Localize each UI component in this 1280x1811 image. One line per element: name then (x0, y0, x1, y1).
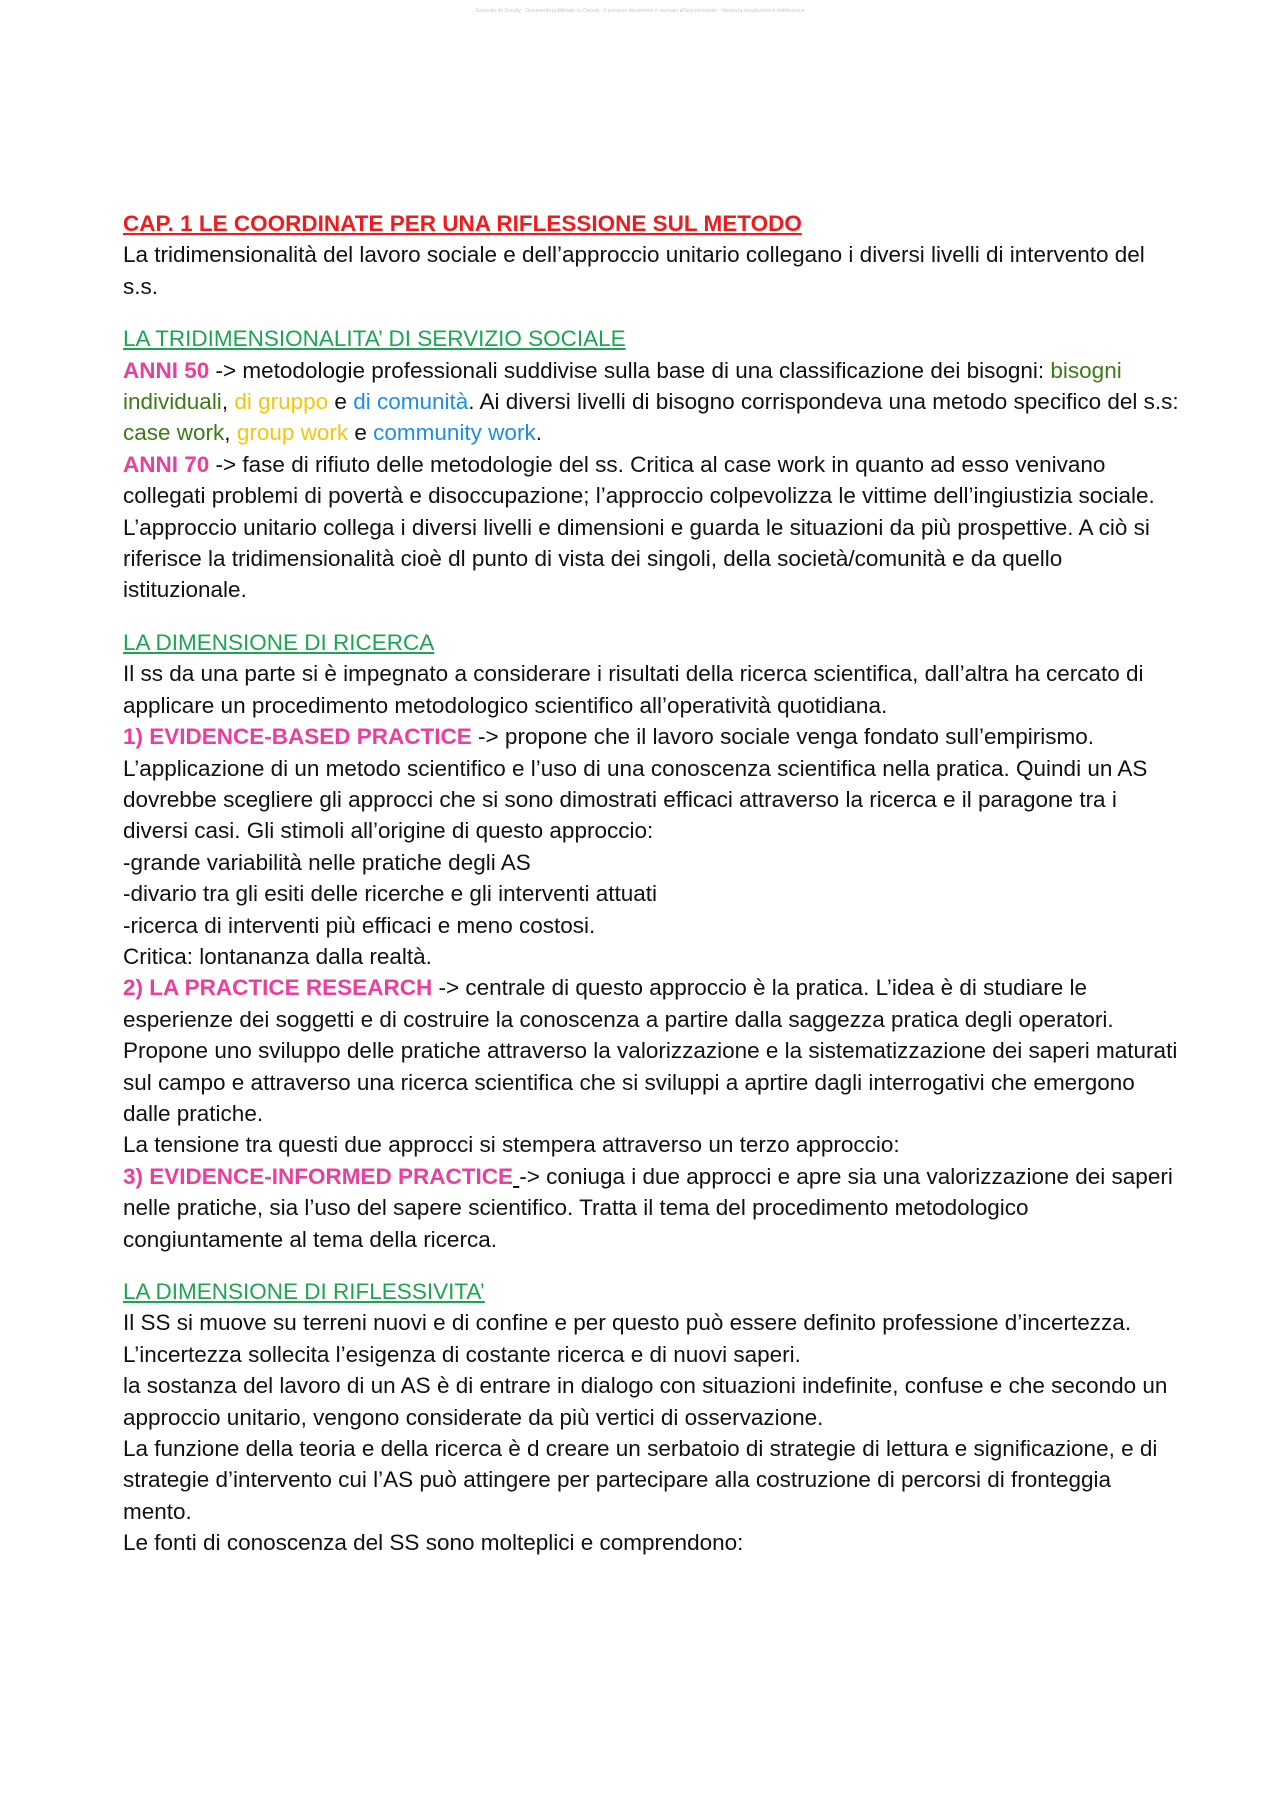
text-fragment: -> propone che il lavoro sociale venga fondato sull’empirismo. L’applicazione di un metodo scientifico e l’uso di una conoscenza scientifica nella pratica. Quindi un AS dovrebbe scegliere gli approcci che si sono dimostrati efficaci attraverso la ricerca e il paragone tra i diversi casi. Gli stimoli all’origine di questo approccio: (123, 724, 1148, 844)
label-practice-research: 2) LA PRACTICE RESEARCH (123, 975, 433, 1001)
document-body (123, 208, 1183, 1559)
paragraph-riflessivita-4: La funzione della teoria e della ricerca è d creare un serbatoio di strategie di lettura e significazione, e di strategie d’intervento cui l’AS può attingere per partecipare alla costruzione di percorsi di fronteggia mento. (123, 1436, 1158, 1524)
paragraph-evidence-informed (123, 1161, 1183, 1255)
text-fragment: -> fase di rifiuto delle metodologie del ss. Critica al case work in quanto ad esso venivano collegati problemi di povertà e disoccupazione; l’approccio colpevolizza le vittime dell’ingiustizia sociale. (123, 451, 1155, 509)
paragraph-practice-research (123, 972, 1183, 1035)
paragraph-anni-70 (123, 449, 1183, 512)
text-fragment: -> coniuga i due approcci e apre sia una valorizzazione dei saperi nelle pratiche, sia l’uso del sapere scientifico. Tratta il tema del procedimento metodologico congiuntamente al tema della ricerca. (123, 1163, 1173, 1252)
chapter-title (123, 208, 1183, 239)
label-evidence-based-practice: 1) EVIDENCE-BASED PRACTICE (123, 724, 472, 750)
list-item: -grande variabilità nelle pratiche degli AS (123, 849, 531, 875)
spacer (123, 606, 1183, 627)
section-heading-ricerca (123, 627, 1183, 658)
paragraph-propone: Propone uno sviluppo delle pratiche attraverso la valorizzazione e la sistematizzazione dei saperi maturati sul campo e attraverso una ricerca scientifica che si sviluppi a aprtire dagli interrogativi che emergono dalle pratiche. (123, 1038, 1178, 1126)
paragraph-riflessivita-5: Le fonti di conoscenza del SS sono molteplici e comprendono: (123, 1530, 744, 1556)
paragraph-approccio-unitario: L’approccio unitario collega i diversi livelli e dimensioni e guarda le situazioni da più prospettive. A ciò si riferisce la tridimensionalità cioè dl punto di vista dei singoli, della società/comunità e da quello istituzionale. (123, 514, 1150, 603)
term-community-work: community work (373, 420, 536, 446)
section-heading-text: LA TRIDIMENSIONALITA’ DI SERVIZIO SOCIALE (123, 326, 626, 352)
term-di-comunita: di comunità (353, 389, 469, 415)
list-item: -divario tra gli esiti delle ricerche e gli interventi attuati (123, 881, 657, 907)
text-fragment: e (328, 389, 354, 415)
text-fragment: , (224, 420, 237, 446)
paragraph-riflessivita-2: L’incertezza sollecita l’esigenza di costante ricerca e di nuovi saperi. (123, 1341, 801, 1367)
list-item: -ricerca di interventi più efficaci e meno costosi. (123, 912, 596, 938)
label-evidence-informed-practice: 3) EVIDENCE-INFORMED PRACTICE (123, 1163, 514, 1189)
paragraph-evidence-based (123, 721, 1183, 847)
label-anni-70: ANNI 70 (123, 451, 210, 477)
spacer (123, 302, 1183, 323)
section-heading-tridimensionalita (123, 323, 1183, 354)
term-di-gruppo: di gruppo (234, 389, 329, 415)
text-fragment: -> centrale di questo approccio è la pratica. L’idea è di studiare le esperienze dei soggetti e di costruire la conoscenza a partire dalla saggezza pratica degli operatori. (123, 975, 1114, 1032)
paragraph-riflessivita-1: Il SS si muove su terreni nuovi e di confine e per questo può essere definito professione d’incertezza. (123, 1310, 1132, 1336)
paragraph-tensione: La tensione tra questi due approcci si stempera attraverso un terzo approccio: (123, 1132, 900, 1158)
text-fragment: . (535, 420, 542, 446)
section-heading-riflessivita (123, 1276, 1183, 1307)
paragraph-critica: Critica: lontananza dalla realtà. (123, 943, 432, 969)
section-heading-text: LA DIMENSIONE DI RIFLESSIVITA’ (123, 1279, 485, 1304)
term-case-work: case work (123, 420, 225, 446)
spacer (123, 1255, 1183, 1276)
text-fragment: e (348, 420, 374, 446)
download-watermark: Scaricato da Docsity · Documento pubblicato su Docsity · Il presente documento è riservato all'uso personale · Vietata la riproduzione e distribuzione (475, 8, 805, 14)
paragraph-ricerca-intro: Il ss da una parte si è impegnato a considerare i risultati della ricerca scientifica, dall’altra ha cercato di applicare un procedimento metodologico scientifico all’operatività quotidiana. (123, 661, 1144, 718)
term-bisogni-individuali: bisogni individuali (123, 357, 1122, 415)
paragraph-anni-50 (123, 355, 1183, 449)
term-group-work: group work (236, 420, 349, 446)
intro-paragraph: La tridimensionalità del lavoro sociale e dell’approccio unitario collegano i diversi livelli di intervento del s.s. (123, 242, 1145, 299)
text-fragment: . Ai diversi livelli di bisogno corrispondeva una metodo specifico del s.s: (468, 389, 1179, 415)
text-fragment: , (221, 389, 235, 415)
paragraph-riflessivita-3: la sostanza del lavoro di un AS è di entrare in dialogo con situazioni indefinite, confuse e che secondo un approccio unitario, vengono considerate da più vertici di osservazione. (123, 1373, 1168, 1430)
section-heading-text: LA DIMENSIONE DI RICERCA (123, 629, 435, 655)
text-fragment: -> metodologie professionali suddivise sulla base di una classificazione dei bisogni: (209, 357, 1051, 383)
label-anni-50: ANNI 50 (123, 357, 210, 383)
chapter-title-text: CAP. 1 LE COORDINATE PER UNA RIFLESSIONE SUL METODO (123, 211, 802, 236)
